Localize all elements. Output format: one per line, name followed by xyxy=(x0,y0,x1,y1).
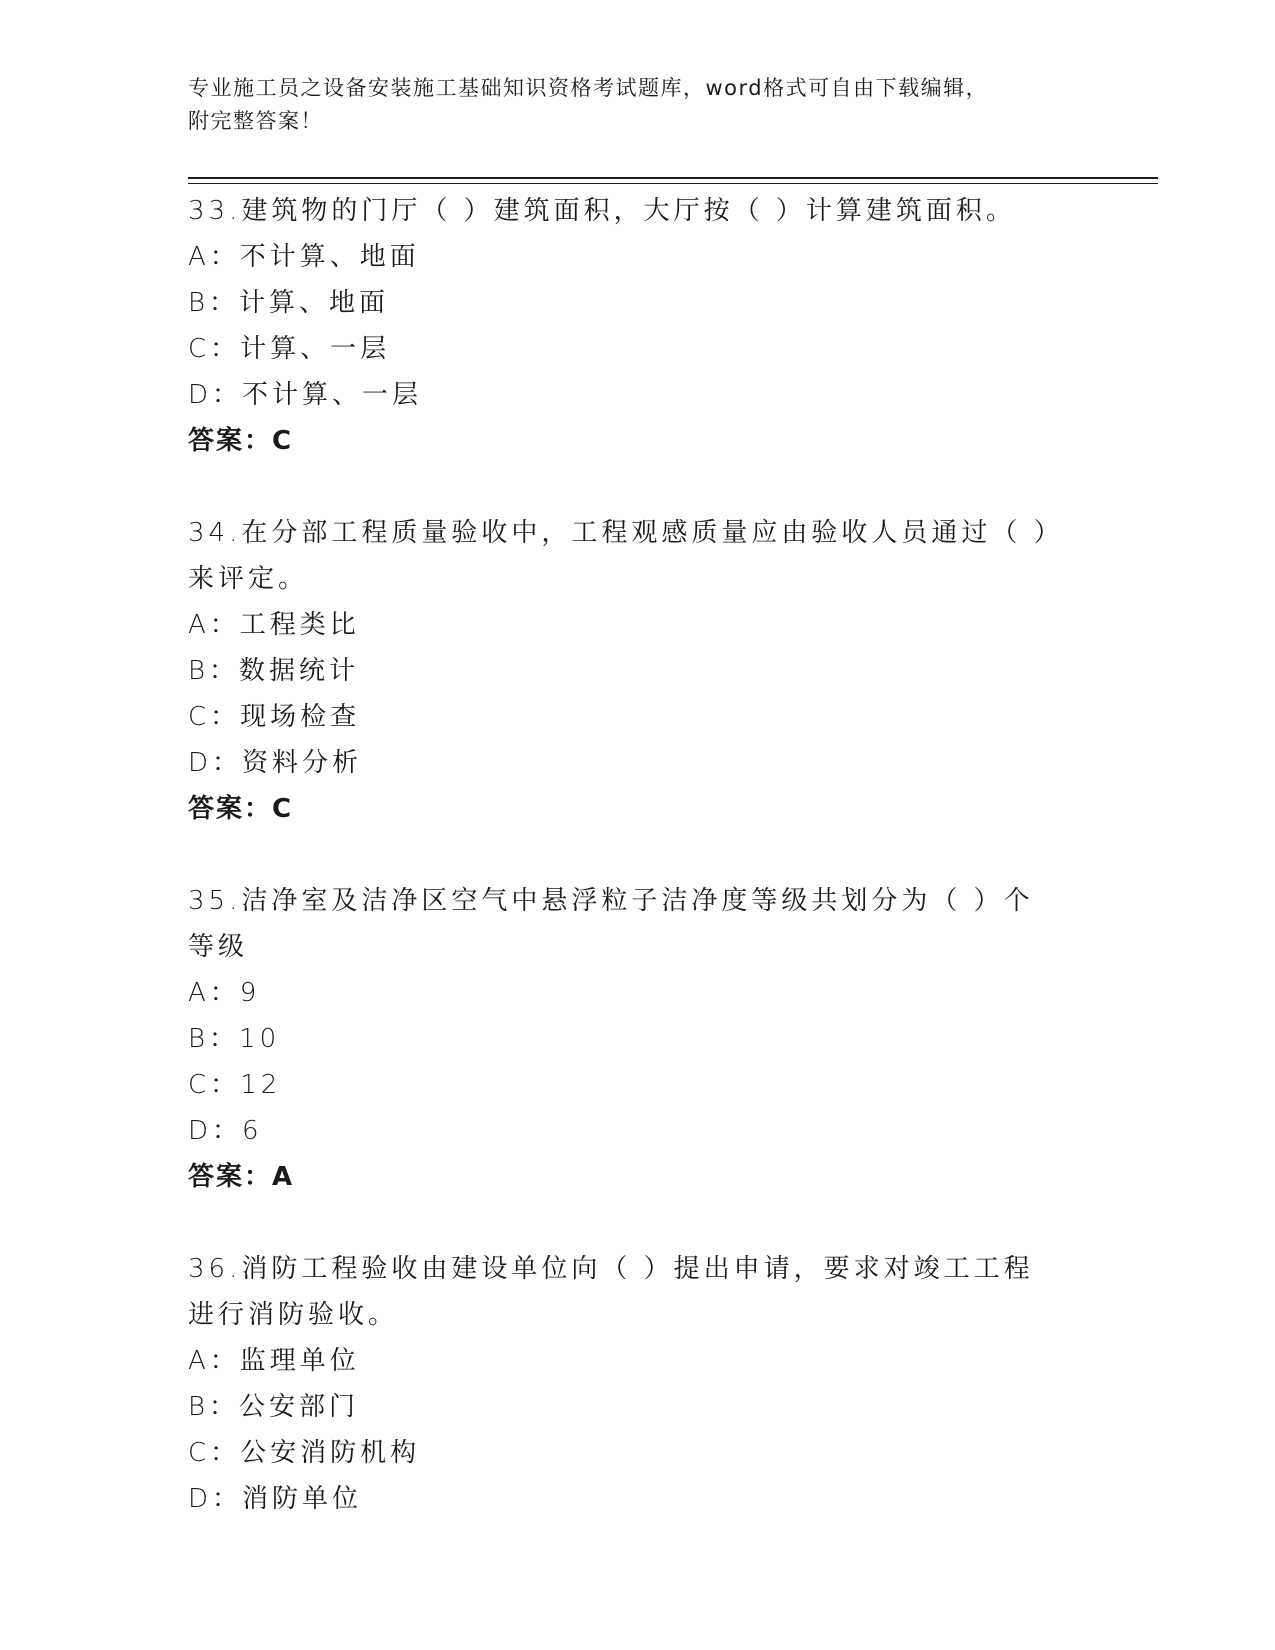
header-line-1: 专业施工员之设备安装施工基础知识资格考试题库，word格式可自由下载编辑， xyxy=(188,76,989,100)
option-a: A：监理单位 xyxy=(188,1346,360,1376)
option-a: A：不计算、地面 xyxy=(188,242,420,272)
question-stem: 35.洁净室及洁净区空气中悬浮粒子洁净度等级共划分为（ ）个等级 xyxy=(188,886,1034,962)
document-page xyxy=(188,0,1158,1650)
header-divider-thick xyxy=(188,177,1158,179)
answer-label: 答案：A xyxy=(188,1162,295,1192)
question-list xyxy=(188,188,1068,1568)
option-a: A：工程类比 xyxy=(188,610,360,640)
option-c: C：计算、一层 xyxy=(188,334,391,364)
option-d: D：资料分析 xyxy=(188,748,363,778)
option-c: C：12 xyxy=(188,1070,282,1100)
question-35 xyxy=(188,878,1068,1200)
document-header xyxy=(188,72,1088,138)
header-line-2: 附完整答案！ xyxy=(188,109,323,133)
option-a: A：9 xyxy=(188,978,261,1008)
option-d: D：6 xyxy=(188,1116,263,1146)
option-b: B：计算、地面 xyxy=(188,288,390,318)
option-d: D：消防单位 xyxy=(188,1484,363,1514)
question-34 xyxy=(188,510,1068,832)
answer-label: 答案：C xyxy=(188,426,294,456)
question-stem: 34.在分部工程质量验收中，工程观感质量应由验收人员通过（ ）来评定。 xyxy=(188,518,1051,594)
question-36 xyxy=(188,1246,1068,1522)
answer-label: 答案：C xyxy=(188,794,294,824)
question-stem: 33.建筑物的门厅（ ）建筑面积，大厅按（ ）计算建筑面积。 xyxy=(188,196,1016,226)
option-b: B：公安部门 xyxy=(188,1392,360,1422)
header-divider-thin xyxy=(188,183,1158,184)
option-c: C：公安消防机构 xyxy=(188,1438,421,1468)
option-b: B：数据统计 xyxy=(188,656,360,686)
question-stem: 36.消防工程验收由建设单位向（ ）提出申请，要求对竣工工程进行消防验收。 xyxy=(188,1254,1034,1330)
option-d: D：不计算、一层 xyxy=(188,380,423,410)
option-c: C：现场检查 xyxy=(188,702,361,732)
question-33 xyxy=(188,188,1068,464)
option-b: B：10 xyxy=(188,1024,281,1054)
